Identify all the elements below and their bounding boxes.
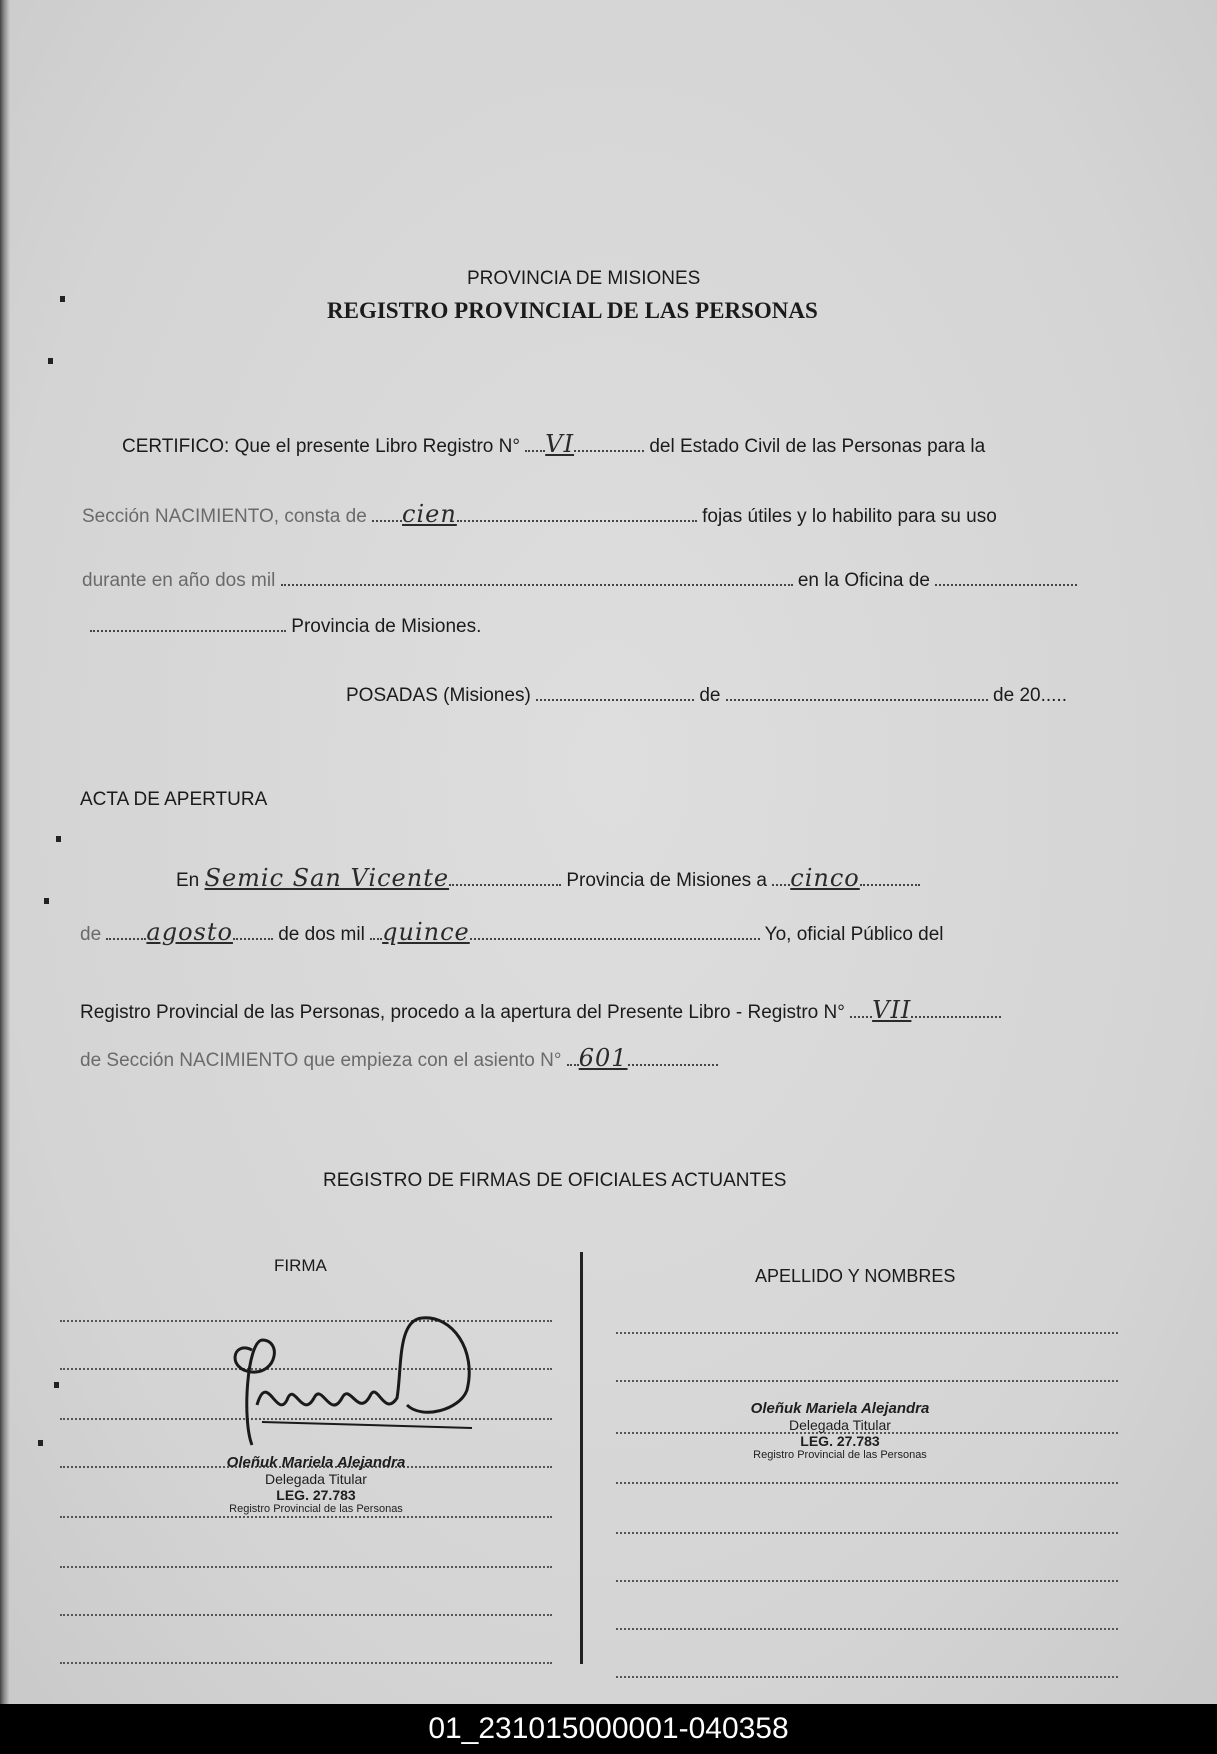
page-edge-shadow (0, 0, 10, 1704)
acta-title: ACTA DE APERTURA (80, 789, 268, 810)
acta-text: de (80, 924, 102, 945)
cert-text: Provincia de Misiones. (291, 616, 482, 637)
names-line (616, 1532, 1118, 1534)
cert-text: de (699, 685, 721, 706)
signature-line (60, 1662, 552, 1664)
cert-text: del Estado Civil de las Personas para la (649, 436, 986, 457)
handwritten-pages: cien (402, 500, 457, 528)
cert-text: CERTIFICO: Que el presente Libro Registro N° (122, 436, 520, 457)
handwritten-place: Semic San Vicente (204, 864, 450, 892)
margin-mark (44, 898, 49, 904)
cert-text: Sección NACIMIENTO, consta de (82, 506, 367, 527)
column-divider (580, 1252, 583, 1664)
signatures-title: REGISTRO DE FIRMAS DE OFICIALES ACTUANTES (323, 1170, 787, 1191)
stamp-leg: LEG. 27.783 (276, 1487, 356, 1503)
cert-line-4 (90, 616, 481, 638)
acta-text: Yo, oficial Público del (764, 924, 944, 945)
province-heading: PROVINCIA DE MISIONES (467, 268, 701, 289)
names-line (616, 1332, 1118, 1334)
acta-text: En (176, 870, 200, 891)
cert-text: POSADAS (Misiones) (346, 685, 531, 706)
handwritten-month: agosto (146, 918, 233, 946)
handwritten-signature (222, 1310, 492, 1460)
official-stamp-left (216, 1454, 416, 1515)
acta-text: de Sección NACIMIENTO que empieza con el asiento N° (80, 1050, 562, 1071)
margin-mark (38, 1440, 43, 1446)
handwritten-day: cinco (790, 864, 860, 892)
acta-line-1 (176, 864, 920, 892)
names-line (616, 1628, 1118, 1630)
scan-id-label: 01_231015000001-040358 (428, 1712, 789, 1745)
margin-mark (54, 1382, 59, 1388)
acta-line-2 (80, 918, 944, 946)
cert-text: durante en año dos mil (82, 570, 276, 591)
stamp-role: Delegada Titular (789, 1417, 891, 1433)
official-stamp-right (740, 1400, 940, 1461)
stamp-name: Oleñuk Mariela Alejandra (226, 1454, 406, 1471)
margin-mark (48, 358, 53, 364)
acta-text: Provincia de Misiones a (566, 870, 767, 891)
margin-mark (56, 836, 61, 842)
names-line (616, 1380, 1118, 1382)
acta-text: Registro Provincial de las Personas, procedo a la apertura del Presente Libro - Registro N° (80, 1002, 845, 1023)
stamp-org: Registro Provincial de las Personas (229, 1503, 403, 1515)
cert-text: de 20..... (993, 685, 1067, 706)
acta-text: de dos mil (278, 924, 365, 945)
acta-line-4 (80, 1044, 718, 1072)
margin-mark (60, 296, 65, 302)
stamp-org: Registro Provincial de las Personas (753, 1449, 927, 1461)
cert-text: fojas útiles y lo habilito para su uso (702, 506, 997, 527)
firma-column-header: FIRMA (274, 1256, 327, 1275)
handwritten-year: quince (382, 918, 470, 946)
acta-line-3 (80, 996, 1001, 1024)
stamp-role: Delegada Titular (265, 1471, 367, 1487)
cert-line-5 (346, 685, 1067, 707)
stamp-name: Oleñuk Mariela Alejandra (750, 1400, 930, 1417)
cert-text: en la Oficina de (797, 570, 930, 591)
registry-heading: REGISTRO PROVINCIAL DE LAS PERSONAS (327, 298, 818, 323)
cert-line-3 (82, 570, 1077, 592)
signature-line (60, 1614, 552, 1616)
signature-line (60, 1566, 552, 1568)
cert-line-2 (82, 500, 997, 528)
names-line (616, 1676, 1118, 1678)
stamp-leg: LEG. 27.783 (800, 1433, 880, 1449)
handwritten-book-number: VI (545, 430, 575, 458)
cert-line-1 (122, 430, 985, 458)
handwritten-entry-number: 601 (578, 1044, 628, 1072)
handwritten-book-number-2: VII (872, 996, 912, 1024)
names-line (616, 1482, 1118, 1484)
signature-line (60, 1516, 552, 1518)
names-column-header: APELLIDO Y NOMBRES (755, 1266, 956, 1286)
names-line (616, 1580, 1118, 1582)
